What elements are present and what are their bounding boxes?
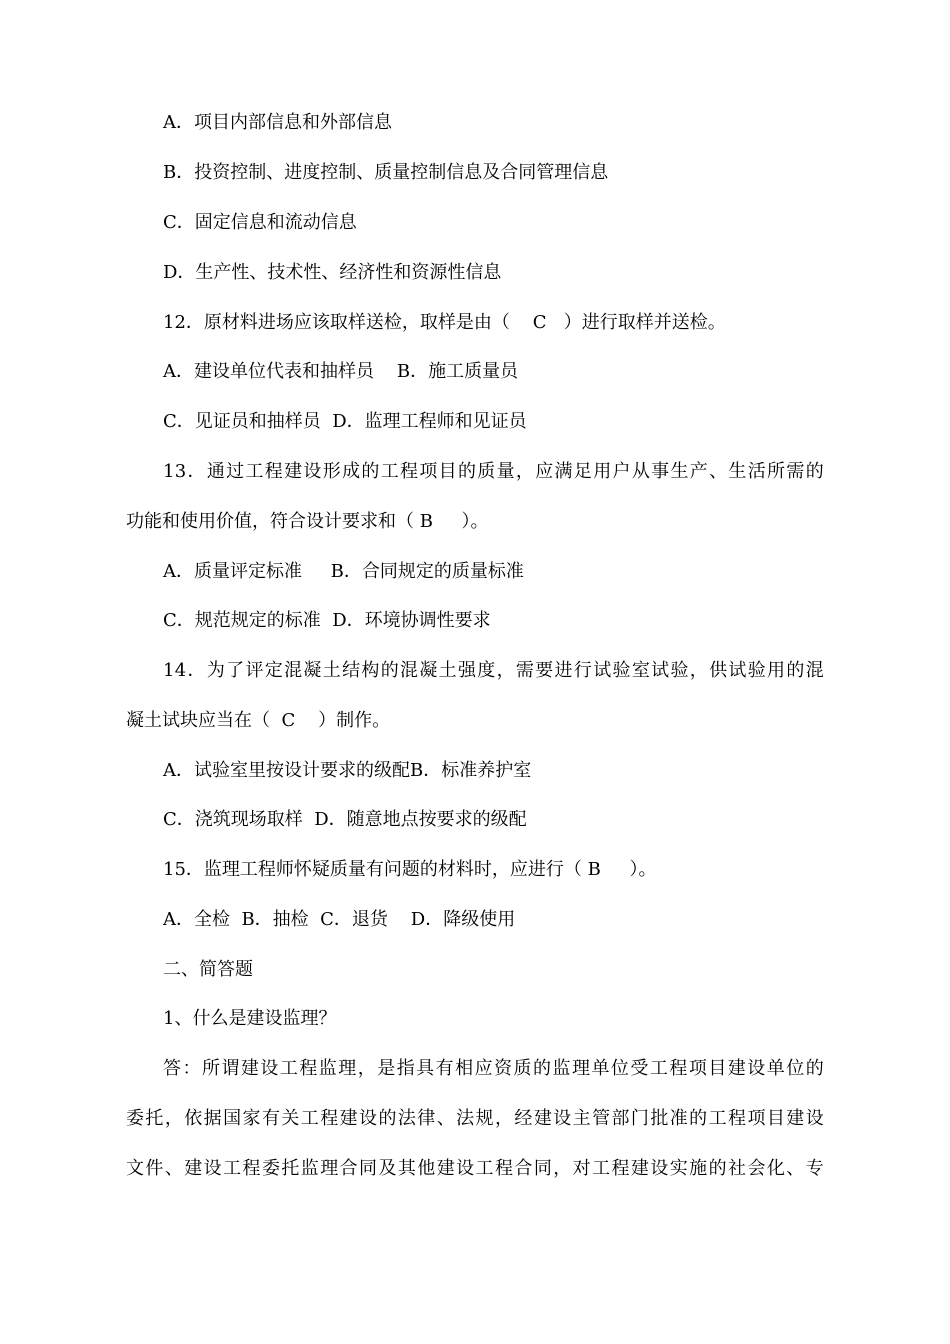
q14-stem-line1: 14．为了评定混凝土结构的混凝土强度，需要进行试验室试验，供试验用的混 — [163, 660, 824, 681]
answer-line1: 答：所谓建设工程监理，是指具有相应资质的监理单位受工程项目建设单位的 — [163, 1058, 824, 1079]
q13-options-ab: A．质量评定标准 B．合同规定的质量标准 — [163, 561, 524, 582]
q11-option-b: B．投资控制、进度控制、质量控制信息及合同管理信息 — [163, 162, 609, 183]
q12-stem: 12．原材料进场应该取样送检，取样是由（ C ）进行取样并送检。 — [163, 312, 726, 333]
q11-option-c: C．固定信息和流动信息 — [163, 212, 357, 233]
q11-option-d: D．生产性、技术性、经济性和资源性信息 — [163, 262, 502, 283]
section-heading: 二、简答题 — [163, 959, 253, 980]
q14-options-cd: C．浇筑现场取样 D．随意地点按要求的级配 — [163, 809, 527, 830]
answer-line2: 委托，依据国家有关工程建设的法律、法规，经建设主管部门批准的工程项目建设 — [126, 1108, 824, 1129]
q14-stem-line2: 凝土试块应当在（ C ）制作。 — [126, 710, 391, 731]
q14-options-ab: A．试验室里按设计要求的级配B．标准养护室 — [163, 760, 532, 781]
q12-options-ab: A．建设单位代表和抽样员 B．施工质量员 — [163, 361, 519, 382]
q13-stem-line1: 13．通过工程建设形成的工程项目的质量，应满足用户从事生产、生活所需的 — [163, 461, 824, 482]
q15-options: A．全检 B．抽检 C．退货 D．降级使用 — [163, 909, 516, 930]
q12-options-cd: C．见证员和抽样员 D．监理工程师和见证员 — [163, 411, 527, 432]
q15-stem: 15．监理工程师怀疑质量有问题的材料时，应进行（ B ）。 — [163, 859, 657, 880]
answer-line3: 文件、建设工程委托监理合同及其他建设工程合同，对工程建设实施的社会化、专 — [126, 1158, 824, 1179]
short-answer-question-1: 1、什么是建设监理？ — [163, 1008, 337, 1029]
q13-stem-line2: 功能和使用价值，符合设计要求和（ B ）。 — [126, 511, 489, 532]
q11-option-a: A．项目内部信息和外部信息 — [163, 112, 392, 133]
q13-options-cd: C．规范规定的标准 D．环境协调性要求 — [163, 610, 491, 631]
